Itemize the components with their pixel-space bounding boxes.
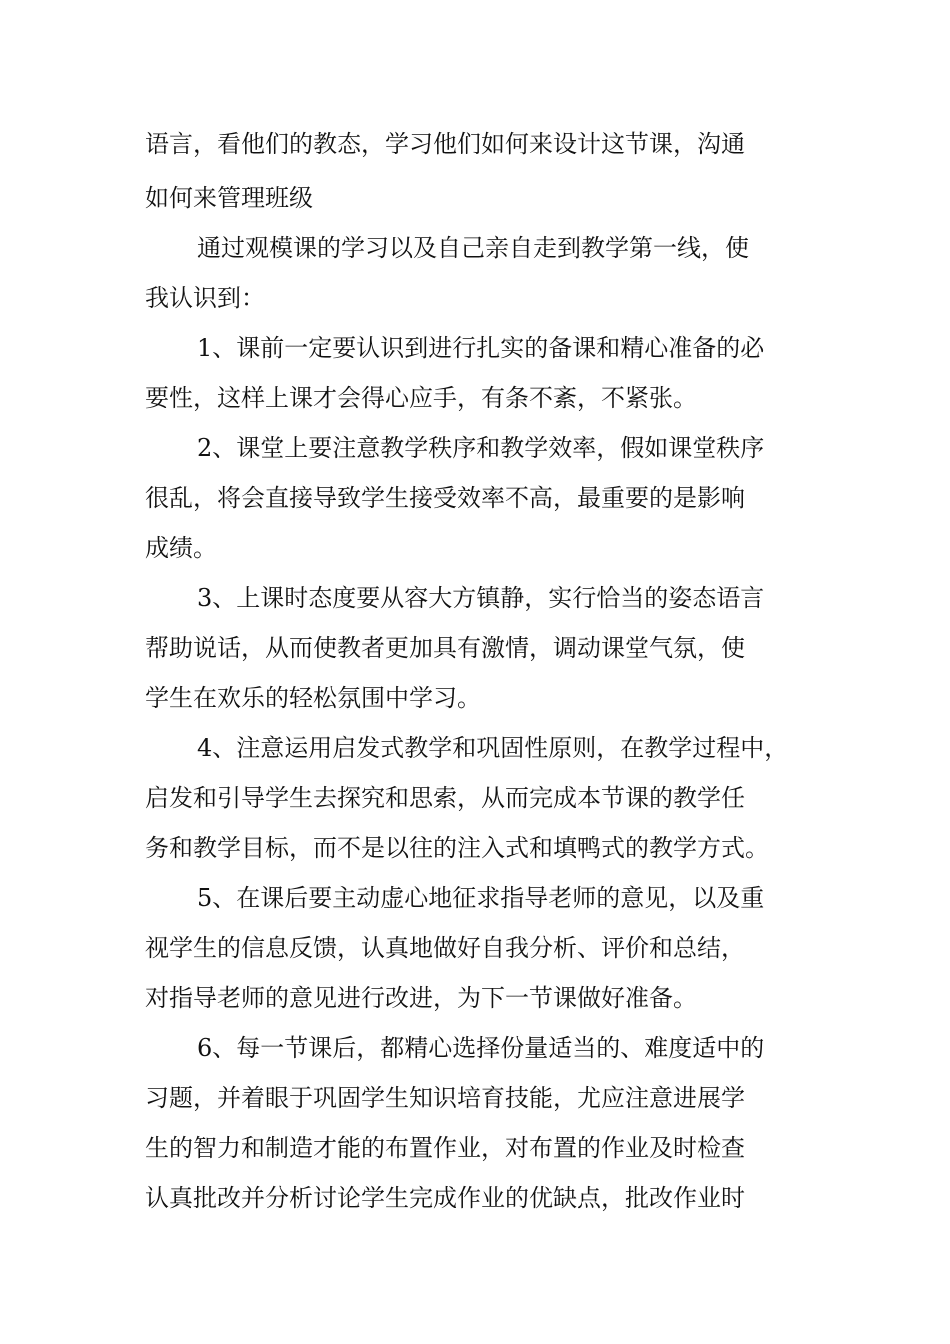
- text-line-17: 视学生的信息反馈，认真地做好自我分析、评价和总结，: [145, 934, 745, 962]
- text-line-18: 对指导老师的意见进行改进，为下一节课做好准备。: [145, 984, 697, 1012]
- text-line-19: 6、每一节课后，都精心选择份量适当的、难度适中的: [197, 1034, 765, 1062]
- text-line-3: 通过观模课的学习以及自己亲自走到教学第一线，使: [197, 234, 749, 262]
- text-line-16: 5、在课后要主动虚心地征求指导老师的意见，以及重: [197, 884, 765, 912]
- text-line-10: 3、上课时态度要从容大方镇静，实行恰当的姿态语言: [197, 584, 765, 612]
- text-line-12: 学生在欢乐的轻松氛围中学习。: [145, 684, 481, 712]
- text-line-4: 我认识到：: [145, 284, 265, 312]
- text-line-1: 语言，看他们的教态，学习他们如何来设计这节课，沟通: [145, 130, 745, 158]
- text-line-14: 启发和引导学生去探究和思索，从而完成本节课的教学任: [145, 784, 745, 812]
- text-line-13: 4、注意运用启发式教学和巩固性原则，在教学过程中，: [197, 734, 789, 762]
- text-line-21: 生的智力和制造才能的布置作业，对布置的作业及时检查: [145, 1134, 745, 1162]
- text-line-7: 2、课堂上要注意教学秩序和教学效率，假如课堂秩序: [197, 434, 765, 462]
- text-line-20: 习题，并着眼于巩固学生知识培育技能，尤应注意进展学: [145, 1084, 745, 1112]
- text-line-6: 要性，这样上课才会得心应手，有条不紊，不紧张。: [145, 384, 697, 412]
- text-line-5: 1、课前一定要认识到进行扎实的备课和精心准备的必: [197, 334, 765, 362]
- text-line-22: 认真批改并分析讨论学生完成作业的优缺点，批改作业时: [145, 1184, 745, 1212]
- text-line-15: 务和教学目标，而不是以往的注入式和填鸭式的教学方式。: [145, 834, 769, 862]
- text-line-11: 帮助说话，从而使教者更加具有激情，调动课堂气氛，使: [145, 634, 745, 662]
- text-line-8: 很乱，将会直接导致学生接受效率不高，最重要的是影响: [145, 484, 745, 512]
- text-line-9: 成绩。: [145, 534, 217, 562]
- text-line-2: 如何来管理班级: [145, 184, 313, 212]
